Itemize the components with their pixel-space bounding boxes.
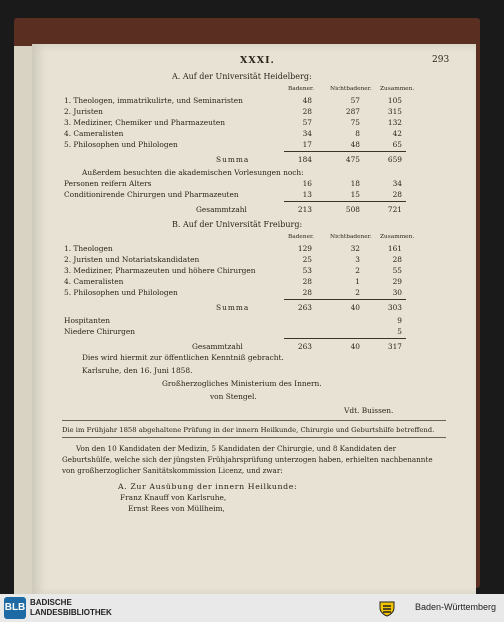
book [14,18,480,588]
table-row-label: Niedere Chirurgen [64,327,136,336]
table-cell: 17 [302,140,312,149]
table-cell: 25 [302,255,312,264]
col-header-zusammen: Zusammen. [380,234,415,240]
table-row-label: Conditionirende Chirurgen und Pharmazeuten [64,190,239,199]
blb-logo: BLB [4,597,26,619]
table-cell: 8 [355,129,360,138]
table-cell: 28 [302,277,312,286]
col-header-badener: Badener. [288,234,314,240]
col-header-nichtbadener: Nichtbadener. [330,86,372,92]
library-line1: BADISCHE [30,598,72,607]
library-name [30,598,112,618]
section-b-title: B. Auf der Universität Freiburg: [172,220,303,229]
name-entry: Franz Knauff von Karlsruhe, [120,493,227,502]
summa-label: Summa [216,303,250,312]
table-cell: 213 [297,205,312,214]
table-row-label: 3. Mediziner, Pharmazeuten und höhere Chirurgen [64,266,256,275]
col-header-nichtbadener: Nichtbadener. [330,234,372,240]
sum-rule [284,299,406,300]
state-name: Baden-Württemberg [414,602,496,612]
table-cell: 132 [387,118,402,127]
table-row-label: 1. Theologen, immatrikulirte, und Seminaristen [64,96,243,105]
table-row-label: 2. Juristen und Notariatskandidaten [64,255,200,264]
table-cell: 9 [397,316,402,325]
table-cell: 105 [387,96,402,105]
total-label: Gesammtzahl [192,342,243,351]
table-row-label: 3. Mediziner, Chemiker und Pharmazeuten [64,118,225,127]
subsection-title: A. Zur Ausübung der innern Heilkunde: [118,482,298,491]
table-cell: 263 [297,303,312,312]
table-row-label: 5. Philosophen und Philologen [64,288,178,297]
table-cell: 1 [355,277,360,286]
table-cell: 129 [297,244,312,253]
col-header-zusammen: Zusammen. [380,86,415,92]
table-cell: 317 [387,342,402,351]
divider [62,420,446,421]
table-row-label: Personen reifern Alters [64,179,152,188]
table-cell: 3 [355,255,360,264]
table-cell: 287 [345,107,360,116]
table-cell: 34 [302,129,312,138]
table-cell: 475 [345,155,360,164]
table-row-label: 4. Cameralisten [64,277,124,286]
table-cell: 508 [345,205,360,214]
table-row-label: 1. Theologen [64,244,113,253]
total-rule [284,201,406,202]
table-cell: 5 [397,327,402,336]
table-cell: 315 [387,107,402,116]
place-date: Karlsruhe, den 16. Juni 1858. [82,366,193,375]
paragraph-line: Von den 10 Kandidaten der Medizin, 5 Kandidaten der Chirurgie, und 8 Kandidaten der [76,444,397,453]
table-cell: 13 [302,190,312,199]
notice2-title: Die im Frühjahr 1858 abgehaltene Prüfung in der innern Heilkunde, Chirurgie und Geburtshilfe betreffend. [62,426,435,434]
ministry: Großherzogliches Ministerium des Innern. [162,379,322,388]
table-cell: 30 [392,288,402,297]
left-page-edge [14,46,33,594]
table-row-label: 2. Juristen [64,107,103,116]
name-entry: Ernst Rees von Müllheim, [128,504,225,513]
notice-text: Dies wird hiermit zur öffentlichen Kenntniß gebracht. [82,353,284,362]
table-cell: 29 [392,277,402,286]
table-cell: 184 [297,155,312,164]
table-cell: 15 [350,190,360,199]
table-cell: 48 [302,96,312,105]
table-cell: 659 [387,155,402,164]
viewer-footer [0,594,504,622]
table-cell: 40 [350,342,360,351]
table-row-label: 5. Philosophen und Philologen [64,140,178,149]
col-header-badener: Badener. [288,86,314,92]
library-line2: LANDESBIBLIOTHEK [30,608,112,617]
minister: von Stengel. [210,392,257,401]
table-cell: 2 [355,288,360,297]
table-cell: 2 [355,266,360,275]
table-cell: 75 [350,118,360,127]
page-number: 293 [432,55,450,65]
extra-intro: Außerdem besuchten die akademischen Vorlesungen noch: [82,168,304,177]
table-cell: 16 [302,179,312,188]
total-rule [284,338,406,339]
table-cell: 40 [350,303,360,312]
table-cell: 48 [350,140,360,149]
section-number: XXXI. [240,55,275,66]
table-cell: 18 [350,179,360,188]
table-cell: 28 [392,255,402,264]
table-cell: 53 [302,266,312,275]
table-cell: 161 [387,244,402,253]
table-cell: 28 [302,288,312,297]
table-cell: 57 [350,96,360,105]
table-row-label: 4. Cameralisten [64,129,124,138]
table-cell: 32 [350,244,360,253]
paragraph-line: Geburtshülfe, welche sich der jüngsten Frühjahrsprüfung unterzogen haben, erhielten nachbenannte [62,455,433,464]
table-cell: 42 [392,129,402,138]
table-cell: 721 [387,205,402,214]
table-row-label: Hospitanten [64,316,111,325]
sum-rule [284,151,406,152]
table-cell: 55 [392,266,402,275]
total-label: Gesammtzahl [196,205,247,214]
state-crest-icon [378,599,396,617]
table-cell: 57 [302,118,312,127]
table-cell: 28 [302,107,312,116]
table-cell: 303 [387,303,402,312]
table-cell: 65 [392,140,402,149]
divider [62,437,446,438]
section-a-title: A. Auf der Universität Heidelberg: [172,72,312,81]
summa-label: Summa [216,155,250,164]
table-cell: 34 [392,179,402,188]
table-cell: 28 [392,190,402,199]
paragraph-line: von großherzoglicher Sanitätskommission Licenz, und zwar: [62,466,283,475]
document-page [32,44,476,596]
signature: Vdt. Buissen. [344,406,394,415]
table-cell: 263 [297,342,312,351]
